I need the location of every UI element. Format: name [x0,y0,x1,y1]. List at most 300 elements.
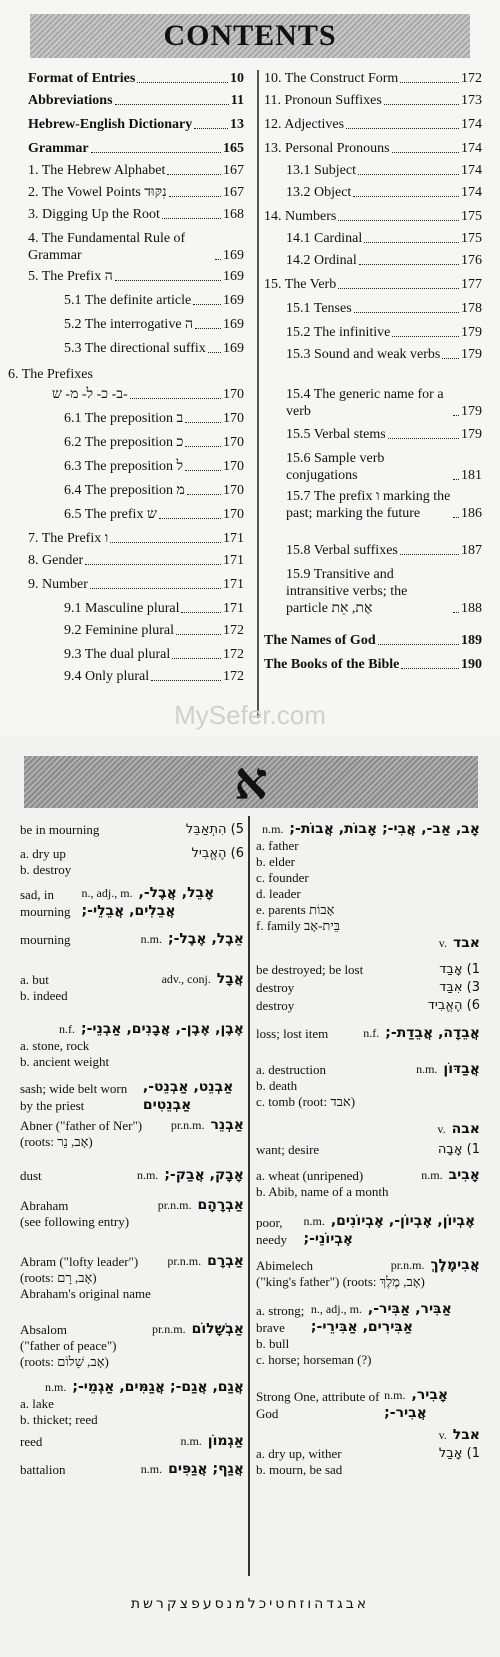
dictionary-entry [256,820,480,934]
dictionary-entry [256,1444,480,1478]
toc-page-number: 174 [461,185,482,200]
entry-sense: e. parents אָבוֹת [256,902,335,917]
entry-sense: c. horse; horseman (?) [256,1352,372,1367]
entry-sense: (roots: אָב, רָם) [20,1270,97,1285]
toc-entry-label: 3. Digging Up the Root [28,207,160,222]
toc-page-number: 179 [461,325,482,340]
entry-hebrew: אָבִיב [448,1167,480,1183]
dictionary-entry [20,1078,244,1114]
entry-definition: Absalom [20,1322,67,1337]
entry-head [137,1166,244,1184]
entry-headline [256,1300,480,1336]
contents-page [0,0,500,736]
entry-head [363,1024,480,1042]
toc-leader-dots [172,658,221,659]
entry-headline [20,930,244,948]
entry-sense: b. bull [256,1336,290,1351]
entry-hebrew: אַבְשָׁלוֹם [191,1321,244,1337]
toc-entry [286,450,482,484]
toc-entry [64,600,244,617]
entry-definition: be destroyed; be lost [256,962,364,977]
toc-page-number: 165 [223,141,244,156]
toc-entry [264,140,482,157]
toc-entry-label: 14.1 Cardinal [286,231,363,246]
entry-hebrew: אבד [453,935,480,951]
toc-entry [264,632,482,649]
toc-page-number: 170 [223,507,244,522]
toc-page-number: 170 [223,459,244,474]
toc-page-number: 169 [223,317,244,332]
toc-entry-label: 15.5 Verbal stems [286,427,386,442]
toc-page-number: 177 [461,277,482,292]
toc-page-number: 170 [223,411,244,426]
toc-entry-label: 6.1 The preposition ב [64,411,184,426]
entry-definition: sad, in mourning [20,887,71,919]
entry-sense: (roots: אָב, שָׁלוֹם) [20,1354,109,1369]
entry-grammar: v. [437,1122,446,1136]
toc-entry-label: 11. Pronoun Suffixes [264,93,382,108]
entry-head [143,1078,244,1114]
toc-leader-dots [358,174,459,175]
dictionary-entry [256,1426,480,1444]
toc-page-number: 179 [461,347,482,362]
entry-headline [20,1320,244,1338]
entry-sense: (roots: אָב, נֵר) [20,1134,93,1149]
toc-entry [64,506,244,523]
entry-hebrew: 6) הֶאֱבִיד [427,998,480,1013]
entry-head [180,1432,244,1450]
dictionary-entry [20,1432,244,1450]
entry-definition: Strong One, attribute of God [256,1389,380,1421]
toc-entry-label: 6.3 The preposition ל [64,459,184,474]
toc-entry-label: 12. Adjectives [264,117,345,132]
entry-sense: b. ancient weight [20,1054,110,1069]
entry-grammar: pr.n.m. [390,1258,425,1272]
entry-headline [256,1426,480,1444]
dictionary-entry [20,1320,244,1370]
toc-entry-label: 7. The Prefix ו [28,531,109,546]
entry-headline [256,1140,480,1158]
toc-entry [28,268,244,285]
toc-leader-dots [162,218,221,219]
dictionary-entry [20,1378,244,1428]
toc-leader-dots [85,564,221,565]
toc-leader-dots [137,82,228,83]
toc-entry-label: 10. The Construct Form [264,71,399,86]
toc-entry [264,116,482,133]
toc-page-number: 167 [223,185,244,200]
toc-page-number: 11 [230,93,244,108]
entry-headline [20,1116,244,1134]
entry-hebrew: אַבְרָם [207,1253,244,1269]
entry-hebrew: אַבְרָהָם [197,1197,244,1213]
toc-entry-label: 5.2 The interrogative ה [64,317,194,332]
toc-page-number: 175 [461,231,482,246]
entry-head [141,1460,244,1478]
entry-head [311,1300,480,1336]
entry-grammar: n.m. [262,822,284,836]
toc-entry [64,668,244,685]
entry-head [439,960,480,978]
entry-headline [20,970,244,988]
toc-page-number: 174 [461,117,482,132]
toc-entry-label: 6. The Prefixes [8,367,93,382]
entry-definition: Abimelech [256,1258,314,1273]
toc-leader-dots [167,174,221,175]
entry-head [439,978,480,996]
entry-definition: a. but [20,972,49,987]
entry-sense: ("king's father") (roots: אָב, מֶלֶךְ) [256,1274,425,1289]
entry-definition: dust [20,1168,42,1183]
entry-sense: a. lake [20,1396,54,1411]
toc-page-number: 187 [461,543,482,558]
entry-grammar: n.m. [421,1168,443,1182]
toc-page-number: 172 [461,71,482,86]
entry-headline [256,1386,480,1422]
entry-headline [20,1252,244,1270]
toc-entry [28,576,244,593]
dictionary-entry [20,1252,244,1302]
toc-entry [264,70,482,87]
toc-entry-label: 15.9 Transitive and intransitive verbs; the particle אֶת, אֵת [286,567,408,616]
toc-leader-dots [151,680,221,681]
entry-headline [256,996,480,1014]
toc-leader-dots [193,304,221,305]
entry-hebrew: 1) אָבָה [437,1142,480,1157]
toc-entry [28,92,244,109]
entry-grammar: n.m. [140,1462,163,1476]
toc-leader-dots [359,264,459,265]
entry-definition: loss; lost item [256,1026,329,1041]
toc-leader-dots [442,358,459,359]
entry-definition: poor, needy [256,1215,288,1247]
toc-leader-dots [115,280,221,281]
toc-entry-label: 8. Gender [28,553,84,568]
entry-hebrew: אֲגַף; אֲגַפִּים [168,1461,244,1477]
toc-leader-dots [388,438,459,439]
entry-definition: Abraham [20,1198,69,1213]
entry-sense: Abraham's original name [20,1286,151,1301]
toc-entry [286,542,482,559]
toc-entry [64,434,244,451]
dictionary-entry [256,978,480,996]
entry-sense: b. mourn, be sad [256,1462,343,1477]
entry-head [186,820,244,838]
toc-entry [286,162,482,179]
toc-leader-dots [353,196,459,197]
toc-entry-label: Format of Entries [28,71,136,86]
toc-entry [264,208,482,225]
toc-page-number: 188 [461,601,482,616]
toc-entry-label: 15.7 The prefix ו marking the past; marking the future [286,489,451,521]
entry-hebrew: 1) אָבַד [439,962,480,977]
toc-entry [28,140,244,157]
entry-headline [20,1378,244,1396]
toc-entry [28,230,244,264]
entry-head [162,970,244,988]
entry-hebrew: אָבֵל, אֲבֶל-, אֲבֵלִים, אֲבֵלֵי-; [81,885,215,919]
toc-page-number: 167 [223,163,244,178]
toc-entry [28,552,244,569]
toc-entry-label: 1. The Hebrew Alphabet [28,163,166,178]
toc-entry-label: 6.4 The preposition מ [64,483,185,498]
entry-hebrew: אֲגַם, אֲגַם-; אֲגַמִּים, אַגְמֵי-; [72,1379,244,1395]
toc-leader-dots [346,128,459,129]
entry-grammar: n.m. [180,1434,202,1448]
toc-entry-label: Grammar [28,141,89,156]
toc-page-number: 171 [223,601,244,616]
entry-definition: a. destruction [256,1062,327,1077]
toc-entry-label: 13.1 Subject [286,163,356,178]
toc-entry-label: 6.2 The preposition כ [64,435,184,450]
toc-page-number: 179 [461,404,482,419]
entry-headline [20,1196,244,1214]
entry-hebrew: 6) הֶאֱבִיל [191,846,244,861]
dictionary-entry [20,1166,244,1184]
entry-definition: reed [20,1434,43,1449]
entry-grammar: v. [438,936,448,950]
toc-page-number: 186 [461,506,482,521]
entry-sense: b. Abib, name of a month [256,1184,389,1199]
entry-headline [256,978,480,996]
entry-definition: a. dry up, wither [256,1446,342,1461]
entry-hebrew: אֲבַדּוֹן [443,1061,480,1077]
entry-headline [20,820,244,838]
entry-grammar: n.m. [136,1168,159,1182]
entry-sense: a. stone, rock [20,1038,90,1053]
entry-definition: destroy [256,998,295,1013]
toc-entry-label: 15.4 The generic name for a verb [286,387,444,419]
toc-entry-label: 9.4 Only plural [64,669,150,684]
entry-grammar: n.m. [384,1388,406,1402]
dictionary-entry [256,1386,480,1422]
entry-headline [20,844,244,862]
dictionary-entry [20,1020,244,1070]
toc-entry-label: 14.2 Ordinal [286,253,357,268]
dictionary-entry [20,1460,244,1478]
toc-leader-dots [215,259,221,260]
toc-entry-label: 13.2 Object [286,185,352,200]
entry-headline [20,884,244,920]
toc-leader-dots [130,398,221,399]
entry-headline [256,820,480,838]
entry-sense: b. indeed [20,988,68,1003]
entry-headline [20,1432,244,1450]
dictionary-entry [256,1140,480,1158]
toc-page-number: 179 [461,427,482,442]
toc-page-number: 174 [461,163,482,178]
toc-leader-dots [185,446,221,447]
entry-headline [256,1256,480,1274]
section-letter: א [234,751,268,812]
entry-head [158,1196,244,1214]
entry-sense: ("father of peace") [20,1338,117,1353]
toc-leader-dots [338,288,459,289]
toc-page-number: 10 [230,71,244,86]
toc-entry [286,324,482,341]
entry-headline [20,1460,244,1478]
entry-definition: sash; wide belt worn by the priest [20,1081,128,1113]
entry-hebrew: 3) אִבַּד [439,980,480,995]
toc-leader-dots [338,220,459,221]
toc-entry [286,488,482,522]
entry-sense: c. tomb (root: אבד) [256,1094,356,1109]
entry-sense: f. family בֵּית-אָב [256,918,341,933]
entry-grammar: n.m. [140,932,162,946]
entry-hebrew: אָב, אַב-, אֲבִי-; אָבוֹת, אֲבוֹת-; [289,821,480,837]
dictionary-entry [256,1060,480,1110]
entry-head [45,1378,244,1396]
entry-head [59,1020,244,1038]
toc-leader-dots [400,82,459,83]
toc-entry-label: 15. The Verb [264,277,337,292]
toc-entry-label: 6.5 The prefix ש [64,507,157,522]
entry-grammar: n., adj., m. [310,1302,362,1316]
entry-headline [256,934,480,952]
toc-entry-label: 5.1 The definite article [64,293,192,308]
toc-leader-dots [169,196,221,197]
entry-headline [20,1166,244,1184]
entry-sense: c. founder [256,870,309,885]
entry-head [384,1386,480,1422]
column-divider [257,70,259,718]
toc-page-number: 173 [461,93,482,108]
entry-head [439,934,480,952]
toc-page-number: 171 [223,553,244,568]
toc-leader-dots [400,554,459,555]
dictionary-entry [256,1256,480,1290]
toc-leader-dots [453,517,459,518]
toc-page-number: 170 [223,483,244,498]
toc-leader-dots [187,494,221,495]
toc-entry [64,340,244,357]
entry-hebrew: אַבְנֵט, אַבְנֵט-, אַבְנֵטִים [142,1079,234,1113]
toc-entry-label: The Names of God [264,633,376,648]
entry-hebrew: אַגְמוֹן [207,1433,244,1449]
toc-leader-dots [185,470,221,471]
entry-head [439,1426,480,1444]
dictionary-entry [256,1166,480,1200]
entry-definition: battalion [20,1462,66,1477]
toc-page-number: 172 [223,623,244,638]
entry-hebrew: 5) הִתְאַבֵּל [185,822,244,837]
alphabet-index: אבגדהוזחטיכלמנסעפצקרשת [130,1596,370,1612]
entry-sense: (see following entry) [20,1214,130,1229]
toc-leader-dots [364,242,459,243]
dictionary-entry [20,930,244,948]
toc-entry [28,184,244,201]
toc-page-number: 190 [461,657,482,672]
dictionary-entry [256,1300,480,1368]
entry-definition: be in mourning [20,822,100,837]
entry-hebrew: אֲבֵדָה, אֲבֵדַת-; [385,1025,480,1041]
toc-entry [264,656,482,673]
toc-entry-label: 15.2 The infinitive [286,325,391,340]
entry-definition: mourning [20,932,71,947]
entry-head [438,1140,480,1158]
toc-leader-dots [453,479,459,480]
entry-grammar: n.m. [416,1062,438,1076]
toc-entry-label: 9.2 Feminine plural [64,623,175,638]
toc-leader-dots [159,518,221,519]
entry-hebrew: אַבִּיר, אַבִּיר-, אַבִּירִים, אַבִּירֵי-; [310,1301,452,1335]
toc-entry [286,346,482,363]
toc-page-number: 181 [461,468,482,483]
toc-leader-dots [401,668,459,669]
entry-headline [256,1024,480,1042]
dictionary-entry [256,934,480,952]
dictionary-entry [256,1212,480,1248]
toc-leader-dots [185,422,221,423]
dictionary-entry [20,884,244,920]
toc-entry-label: 15.1 Tenses [286,301,352,316]
entry-hebrew: אֵבֶל, אֶבֶל-; [167,931,244,947]
toc-page-number: 176 [461,253,482,268]
toc-entry-label: 9. Number [28,577,88,592]
toc-entry [286,184,482,201]
toc-entry [286,426,482,443]
toc-entry [28,530,244,547]
toc-page-number: 171 [223,531,244,546]
entry-grammar: pr.n.m. [167,1254,202,1268]
entry-definition: Abram ("lofty leader") [20,1254,139,1269]
entry-grammar: adv., conj. [161,972,211,986]
toc-page-number: 175 [461,209,482,224]
toc-page-number: 168 [223,207,244,222]
toc-leader-dots [195,328,221,329]
toc-entry [264,92,482,109]
entry-hebrew: אָבִיר, אֲבִיר-; [384,1387,449,1421]
toc-entry-label: 14. Numbers [264,209,337,224]
toc-page-number: 178 [461,301,482,316]
toc-page-number: 174 [461,141,482,156]
toc-entry [286,566,482,617]
toc-leader-dots [115,104,229,105]
toc-leader-dots [90,588,221,589]
toc-page-number: 170 [223,435,244,450]
entry-hebrew: אַבְנֵר [210,1117,244,1133]
entry-headline [20,1020,244,1038]
toc-leader-dots [110,542,221,543]
entry-grammar: v. [438,1428,447,1442]
toc-page-number: 172 [223,669,244,684]
entry-headline [256,1444,480,1462]
entry-headline [20,1078,244,1114]
toc-entry [64,410,244,427]
entry-grammar: n.f. [58,1022,75,1036]
toc-entry [286,252,482,269]
entry-head [304,1212,480,1248]
entry-definition: a. wheat (unripened) [256,1168,364,1183]
toc-entry [64,622,244,639]
entry-grammar: n.m. [45,1380,67,1394]
toc-entry [286,300,482,317]
toc-entry-label: 15.6 Sample verb conjugations [286,451,385,483]
dictionary-entry [256,1120,480,1138]
entry-sense: b. thicket; reed [20,1412,98,1427]
entry-head [437,1120,480,1138]
entry-head [391,1256,480,1274]
dictionary-entry [20,1116,244,1150]
toc-entry [28,116,244,133]
entry-sense: b. elder [256,854,295,869]
entry-hebrew: אבל [452,1427,480,1443]
toc-entry-label: 15.3 Sound and weak verbs [286,347,441,362]
toc-leader-dots [181,612,221,613]
entry-grammar: pr.n.m. [157,1198,192,1212]
toc-entry [28,162,244,179]
entry-hebrew: 1) אָבַל [438,1446,480,1461]
